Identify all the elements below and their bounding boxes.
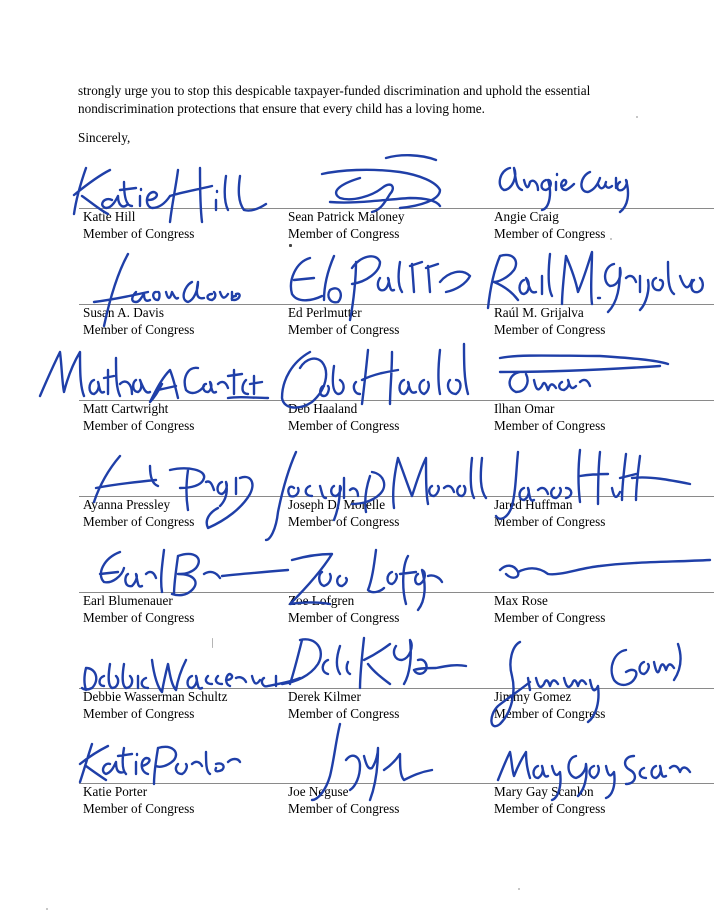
signature-block-joe-neguse: [288, 783, 498, 817]
signature-line: [490, 496, 714, 497]
signatory-name: Zoe Lofgren: [288, 593, 355, 608]
signature-raul-grijalva: [488, 252, 703, 312]
signature-block-raul-grijalva: [494, 304, 704, 338]
scan-speck: [46, 908, 48, 910]
signature-ilhan-omar: [500, 356, 668, 393]
signature-block-katie-hill: [83, 208, 293, 242]
signatory-name: Ilhan Omar: [494, 401, 555, 416]
signatory-title: Member of Congress: [83, 226, 195, 241]
signatory-title: Member of Congress: [83, 610, 195, 625]
signatory-title: Member of Congress: [288, 610, 400, 625]
signatory-name: Ed Perlmutter: [288, 305, 362, 320]
signature-block-derek-kilmer: [288, 688, 498, 722]
signature-block-debbie-wasserman-schultz: [83, 688, 293, 722]
signature-max-rose: [500, 560, 710, 578]
signatory-name: Joe Neguse: [288, 784, 349, 799]
signatory-title: Member of Congress: [494, 706, 606, 721]
signature-line: [79, 304, 303, 305]
signature-line: [284, 688, 508, 689]
signatory-name: Joseph D. Morelle: [288, 497, 386, 512]
signatory-name: Sean Patrick Maloney: [288, 209, 405, 224]
signature-block-sean-patrick-maloney: [288, 208, 498, 242]
signatory-title: Member of Congress: [288, 801, 400, 816]
signature-sean-maloney: [322, 155, 440, 212]
signatory-title: Member of Congress: [494, 610, 606, 625]
signatory-name: Raúl M. Grijalva: [494, 305, 584, 320]
scan-speck: [289, 244, 292, 247]
signatory-title: Member of Congress: [288, 226, 400, 241]
signatory-title: Member of Congress: [83, 706, 195, 721]
signature-line: [284, 208, 508, 209]
signature-line: [79, 783, 303, 784]
signature-block-max-rose: [494, 592, 704, 626]
signatory-title: Member of Congress: [83, 514, 195, 529]
signature-block-ayanna-pressley: [83, 496, 293, 530]
signature-line: [490, 400, 714, 401]
signature-block-ed-perlmutter: [288, 304, 498, 338]
signatory-name: Earl Blumenauer: [83, 593, 173, 608]
signatory-name: Debbie Wasserman Schultz: [83, 689, 228, 704]
signature-angie-craig: [500, 168, 628, 212]
signature-block-joseph-morelle: [288, 496, 498, 530]
signature-line: [490, 688, 714, 689]
signature-line: [79, 400, 303, 401]
closing-paragraph: strongly urge you to stop this despicable taxpayer-funded discrimination and uphold the essential nondiscrimination protections that ensure that every child has a loving home.: [78, 83, 591, 116]
scan-speck: [636, 116, 638, 118]
signatory-title: Member of Congress: [288, 706, 400, 721]
scan-speck: [518, 888, 520, 890]
signatory-name: Jared Huffman: [494, 497, 573, 512]
signatory-name: Jimmy Gomez: [494, 689, 572, 704]
signature-earl-blumenauer: [100, 550, 288, 595]
signature-block-earl-blumenauer: [83, 592, 293, 626]
signatory-title: Member of Congress: [83, 418, 195, 433]
signature-line: [79, 688, 303, 689]
signature-block-susan-davis: [83, 304, 293, 338]
signature-block-jimmy-gomez: [494, 688, 704, 722]
scan-speck: [610, 238, 612, 240]
signatory-title: Member of Congress: [288, 418, 400, 433]
signatory-name: Katie Porter: [83, 784, 148, 799]
signature-line: [284, 783, 508, 784]
signatory-name: Angie Craig: [494, 209, 559, 224]
signature-block-katie-porter: [83, 783, 293, 817]
signatory-name: Max Rose: [494, 593, 548, 608]
signature-block-ilhan-omar: [494, 400, 704, 434]
signatory-title: Member of Congress: [288, 514, 400, 529]
signatory-title: Member of Congress: [288, 322, 400, 337]
signature-block-jared-huffman: [494, 496, 704, 530]
signature-block-matt-cartwright: [83, 400, 293, 434]
signatory-title: Member of Congress: [494, 418, 606, 433]
signature-block-deb-haaland: [288, 400, 498, 434]
signatory-title: Member of Congress: [494, 226, 606, 241]
signature-line: [284, 496, 508, 497]
signature-matt-cartwright: [40, 352, 268, 402]
signatory-name: Katie Hill: [83, 209, 136, 224]
signatory-name: Deb Haaland: [288, 401, 358, 416]
signatory-title: Member of Congress: [494, 801, 606, 816]
signature-block-zoe-lofgren: [288, 592, 498, 626]
signature-block-mary-gay-scanlon: [494, 783, 704, 817]
signatory-name: Ayanna Pressley: [83, 497, 171, 512]
signatory-name: Matt Cartwright: [83, 401, 169, 416]
signatory-name: Susan A. Davis: [83, 305, 164, 320]
signatory-name: Derek Kilmer: [288, 689, 361, 704]
signature-block-angie-craig: [494, 208, 704, 242]
signatory-title: Member of Congress: [494, 514, 606, 529]
scan-speck: [212, 638, 213, 648]
signatory-title: Member of Congress: [83, 322, 195, 337]
signature-katie-porter: [80, 744, 240, 784]
signature-derek-kilmer: [282, 638, 466, 688]
signatory-name: Mary Gay Scanlon: [494, 784, 594, 799]
signature-line: [284, 592, 508, 593]
signature-line: [490, 592, 714, 593]
signature-line: [490, 783, 714, 784]
signatory-title: Member of Congress: [494, 322, 606, 337]
signature-line: [490, 208, 714, 209]
signature-deb-haaland: [282, 344, 468, 408]
signature-line: [284, 400, 508, 401]
signatory-title: Member of Congress: [83, 801, 195, 816]
valediction: Sincerely,: [78, 130, 131, 145]
signature-line: [490, 304, 714, 305]
signature-line: [284, 304, 508, 305]
signature-line: [79, 592, 303, 593]
signature-line: [79, 208, 303, 209]
signature-line: [79, 496, 303, 497]
